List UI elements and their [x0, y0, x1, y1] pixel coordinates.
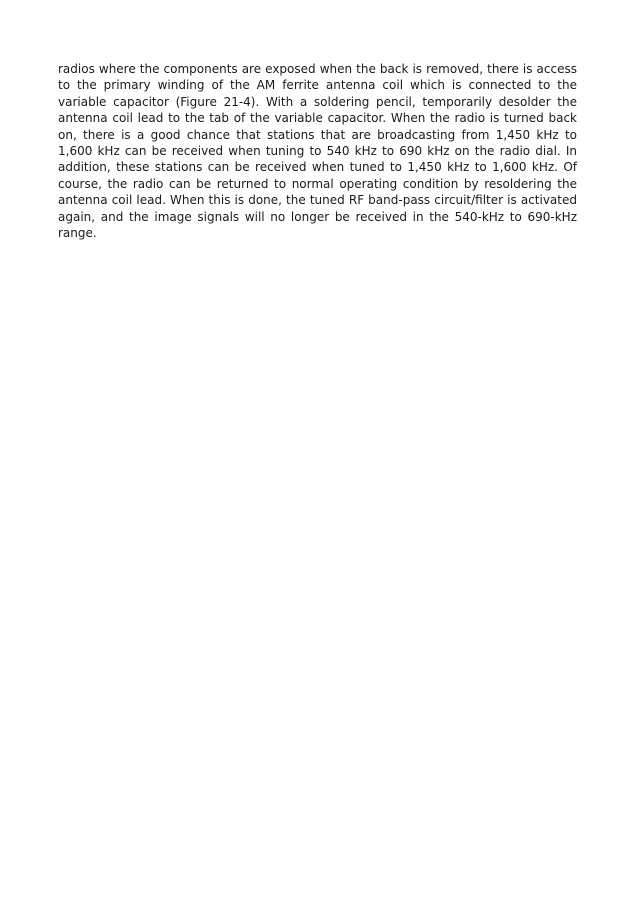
body-paragraph: radios where the components are exposed when the back is removed, there is access to the primary winding of the AM ferrite antenna coil which is connected to the variable capacitor (Figure 21-4). With a soldering pencil, temporarily desolder the antenna coil lead to the tab of the variable capacitor. When the radio is turned back on, there is a good chance that stations that are broadcasting from 1,450 kHz to 1,600 kHz can be received when tuning to 540 kHz to 690 kHz on the radio dial. In addition, these stations can be received when tuned to 1,450 kHz to 1,600 kHz. Of course, the radio can be returned to normal operating condition by resoldering the antenna coil lead. When this is done, the tuned RF band-pass circuit/filter is activated again, and the image signals will no longer be received in the 540-kHz to 690-kHz range.	[58, 62, 577, 241]
